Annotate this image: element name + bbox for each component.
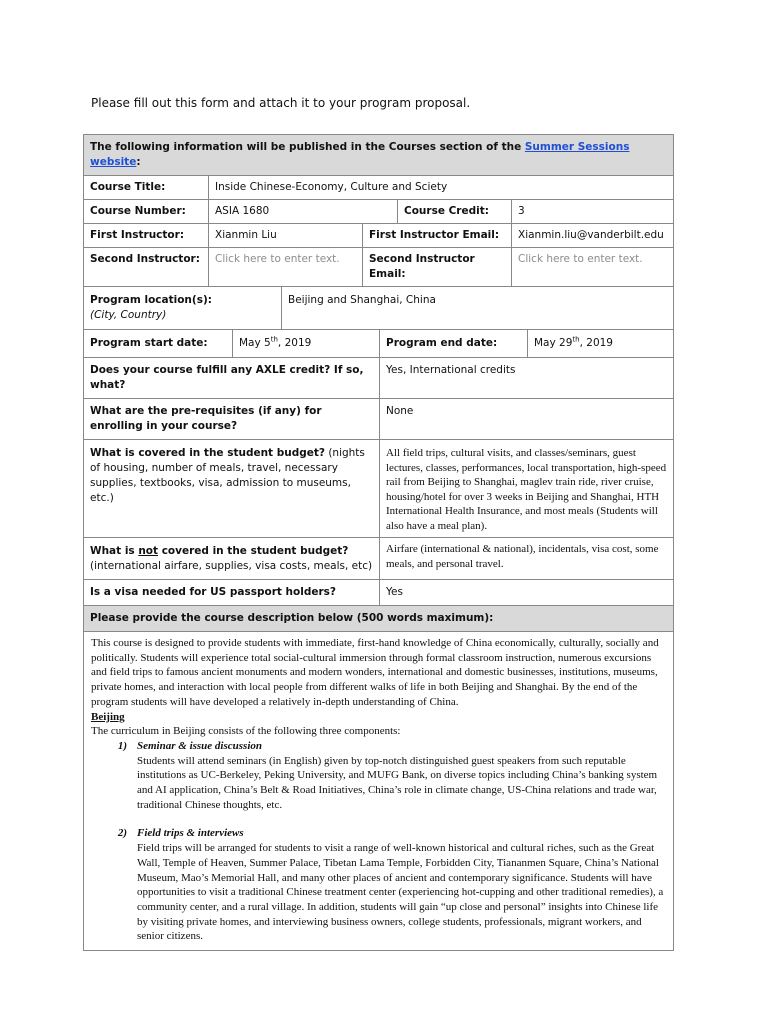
location-row bbox=[84, 286, 673, 329]
not-covered-label-c: covered in the student budget? bbox=[158, 545, 349, 557]
second-instructor-label: Second Instructor: bbox=[90, 253, 200, 265]
course-title-row bbox=[84, 175, 673, 199]
header-prefix: The following information will be published in the Courses section of the bbox=[90, 141, 525, 153]
spacer bbox=[91, 812, 666, 826]
component-number: 1) bbox=[117, 739, 127, 752]
description-row bbox=[84, 631, 673, 950]
not-covered-label-a: What is bbox=[90, 545, 139, 557]
end-date-label: Program end date: bbox=[379, 330, 527, 357]
start-date-label: Program start date: bbox=[90, 337, 208, 349]
component-title: Seminar & issue discussion bbox=[137, 739, 263, 752]
prereq-label: What are the pre-requisites (if any) for enrolling in your course? bbox=[90, 405, 322, 432]
course-credit-label: Course Credit: bbox=[397, 200, 511, 223]
component-text: Field trips will be arranged for students to visit a range of well-known historical and cultural riches, such as the Great Wall, Temple of Heaven, Summer Palace, Tibetan Lama Temple, Forbidden City, Tiananmen Square, China’s National Museum, Mao’s Memorial Hall, and many other places of ancient and contemporary significance. Students will have opportunities to visit a traditional Chinese treatment center (experiencing hot-cupping and other traditional remedies), a community center, and a rural village. In addition, students will gain “up close and personal” insights into Chinese life by visiting private homes, and interviewing business owners, college students, professionals, migrant workers, and senior citizens. bbox=[137, 842, 664, 943]
location-label-cell bbox=[84, 287, 281, 329]
section-title-beijing: Beijing bbox=[91, 710, 125, 723]
intro-text: Please fill out this form and attach it to your program proposal. bbox=[91, 96, 471, 110]
axle-field[interactable]: Yes, International credits bbox=[379, 358, 673, 398]
axle-row bbox=[84, 357, 673, 398]
budget-row bbox=[84, 439, 673, 537]
first-instructor-row bbox=[84, 223, 673, 247]
course-number-label: Course Number: bbox=[90, 205, 186, 217]
location-field[interactable]: Beijing and Shanghai, China bbox=[281, 287, 673, 329]
budget-label-cell bbox=[84, 440, 379, 537]
not-covered-label-cell bbox=[84, 538, 379, 579]
end-ordinal: th bbox=[572, 335, 580, 344]
description-label: Please provide the course description below (500 words maximum): bbox=[90, 612, 494, 624]
visa-label: Is a visa needed for US passport holders? bbox=[90, 586, 337, 598]
description-intro: This course is designed to provide students with immediate, first-hand knowledge of China economically, culturally, socially and politically. Students will experience total social-cultural immersion through formal classroom instruction, numerous excursions and field trips to famous ancient monuments and modern wonders, international and domestic businesses, institutions, museums, private homes, and interaction with local people from different walks of life in both Beijing and Shanghai. By the end of the program students will have developed a relatively in-depth understanding of China. bbox=[91, 637, 659, 708]
start-ordinal: th bbox=[270, 335, 278, 344]
second-instructor-row bbox=[84, 247, 673, 286]
component-body bbox=[137, 826, 666, 944]
header-suffix: : bbox=[136, 156, 141, 168]
second-email-field[interactable]: Click here to enter text. bbox=[511, 248, 673, 286]
form-header-row bbox=[84, 135, 673, 175]
course-number-field[interactable]: ASIA 1680 bbox=[208, 200, 397, 223]
visa-row bbox=[84, 579, 673, 605]
form-header bbox=[84, 135, 673, 175]
start-date-field[interactable] bbox=[232, 330, 379, 357]
start-month: May 5 bbox=[239, 337, 271, 349]
budget-label: What is covered in the student budget? bbox=[90, 447, 325, 459]
course-title-label: Course Title: bbox=[90, 181, 166, 193]
first-instructor-label: First Instructor: bbox=[90, 229, 185, 241]
prereq-field[interactable]: None bbox=[379, 399, 673, 439]
first-email-label: First Instructor Email: bbox=[362, 224, 511, 247]
component-number: 2) bbox=[117, 827, 127, 840]
end-year: , 2019 bbox=[579, 337, 613, 349]
end-date-field[interactable] bbox=[527, 330, 673, 357]
end-month: May 29 bbox=[534, 337, 573, 349]
location-label: Program location(s): bbox=[90, 294, 212, 306]
first-email-field[interactable]: Xianmin.liu@vanderbilt.edu bbox=[511, 224, 673, 247]
description-field[interactable] bbox=[84, 632, 673, 950]
program-dates-row bbox=[84, 329, 673, 357]
component-item bbox=[91, 739, 666, 813]
course-title-field[interactable]: Inside Chinese-Economy, Culture and Sciety bbox=[208, 176, 673, 199]
course-number-row bbox=[84, 199, 673, 223]
budget-field[interactable]: All field trips, cultural visits, and classes/seminars, guest lectures, classes, performances, local transportation, high-speed rail from Beijing to Shanghai, maglev train ride, river cruise, housing/hotel for over 3 weeks in Beijing and Shanghai, HTH International Health Insurance, and most meals (Students will also have a meal plan). bbox=[379, 440, 673, 537]
prereq-row bbox=[84, 398, 673, 439]
component-item bbox=[91, 826, 666, 944]
not-covered-label bbox=[90, 544, 373, 559]
not-covered-hint: (international airfare, supplies, visa costs, meals, etc) bbox=[90, 560, 373, 572]
not-covered-field[interactable]: Airfare (international & national), incidentals, visa cost, some meals, and personal travel. bbox=[379, 538, 673, 579]
start-year: , 2019 bbox=[277, 337, 312, 349]
first-instructor-field[interactable]: Xianmin Liu bbox=[208, 224, 362, 247]
axle-label: Does your course fulfill any AXLE credit? If so, what? bbox=[90, 364, 364, 391]
second-instructor-field[interactable]: Click here to enter text. bbox=[208, 248, 362, 286]
proposal-form bbox=[83, 134, 674, 951]
not-covered-label-b: not bbox=[138, 545, 159, 557]
component-body bbox=[137, 739, 666, 813]
budget-hint: (nights of housing, number of meals, travel, necessary supplies, textbooks, visa, admission to museums, etc.) bbox=[90, 447, 365, 504]
component-text: Students will attend seminars (in English) given by top-notch distinguished guest speakers from such reputable institutions as UC-Berkeley, Peking University, and MUFG Bank, on diverse topics including China’s banking system and AI application, China’s Belt & Road Initiatives, China’s role in climate change, US-China relations and trade war, traditional Chinese thoughts, etc. bbox=[137, 754, 658, 811]
course-credit-field[interactable]: 3 bbox=[511, 200, 673, 223]
visa-field[interactable]: Yes bbox=[379, 580, 673, 605]
summer-sessions-link[interactable]: Summer Sessions website bbox=[90, 141, 630, 168]
description-header-row bbox=[84, 605, 673, 631]
location-hint: (City, Country) bbox=[90, 309, 167, 321]
not-covered-row bbox=[84, 537, 673, 579]
section-intro: The curriculum in Beijing consists of the following three components: bbox=[91, 725, 401, 738]
component-title: Field trips & interviews bbox=[137, 827, 244, 840]
second-email-label: Second Instructor Email: bbox=[362, 248, 511, 286]
